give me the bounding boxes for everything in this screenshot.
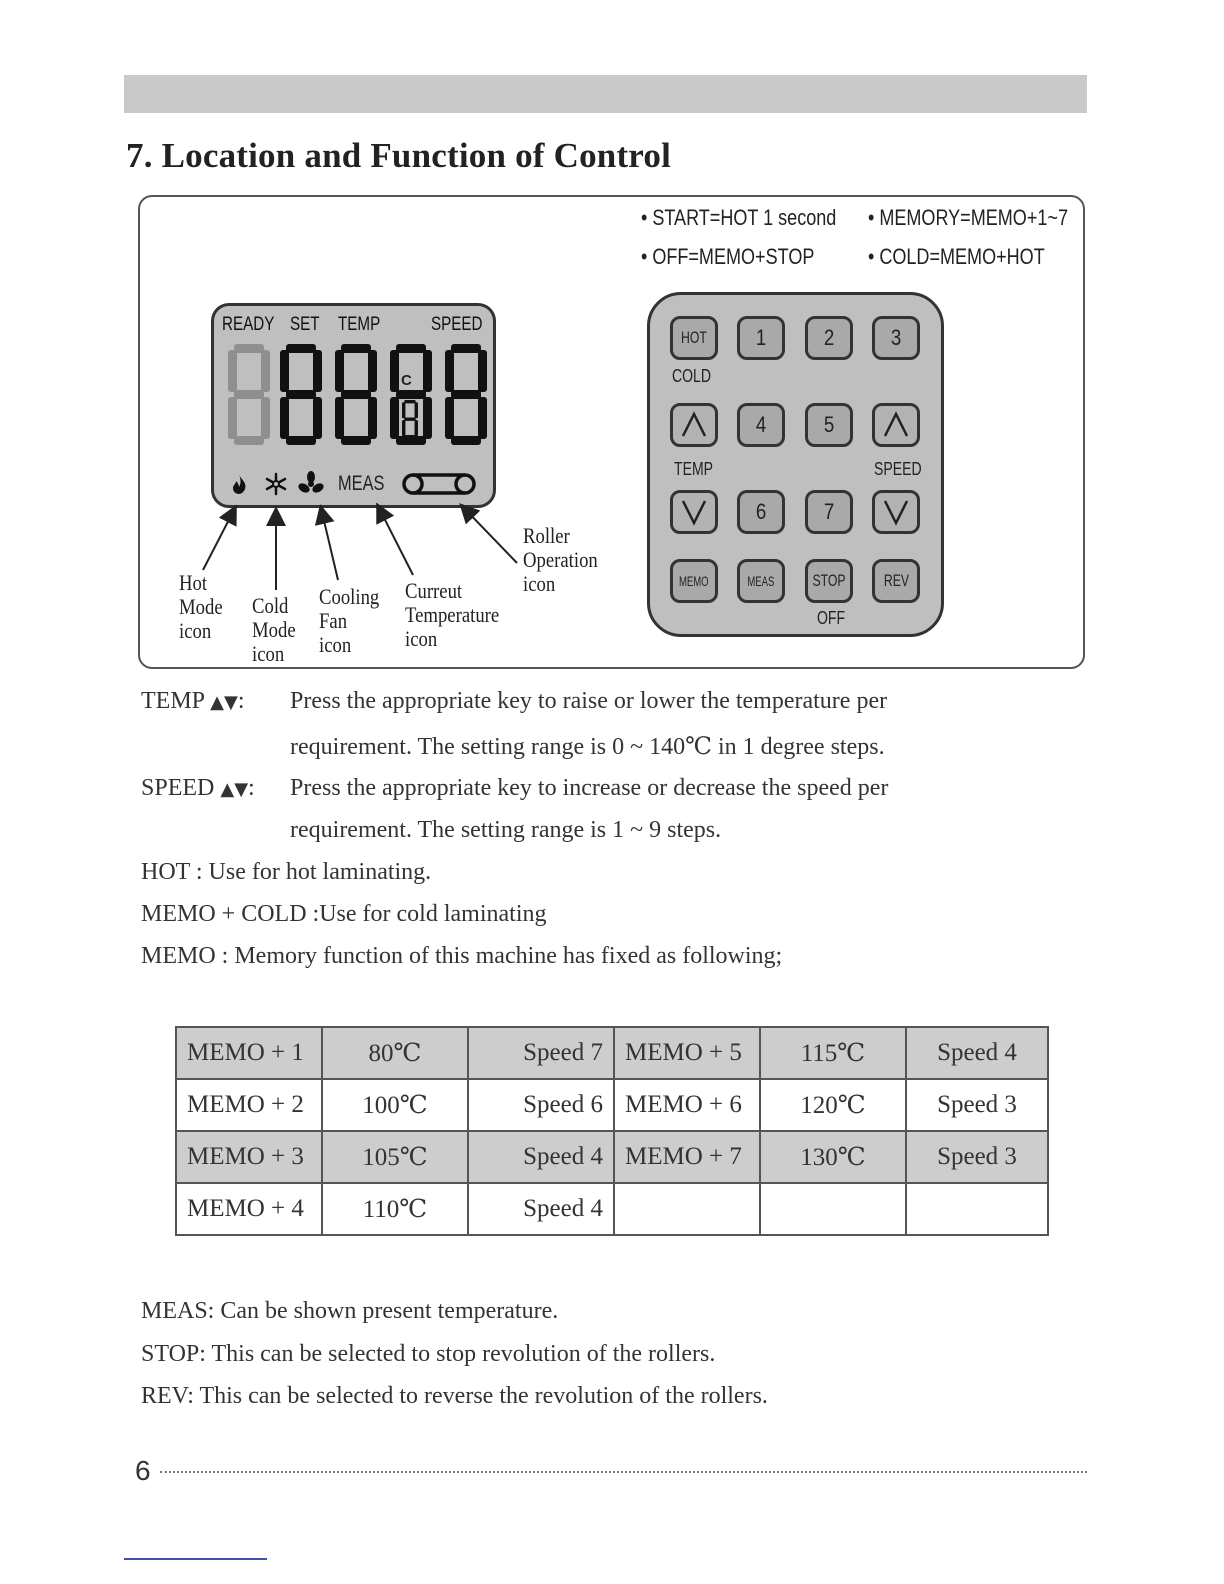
lcd-unit-c: C: [401, 372, 412, 389]
speed-up-button[interactable]: [872, 403, 920, 447]
table-row: MEMO + 2 100℃ Speed 6 MEMO + 6 120℃ Speed 3: [176, 1079, 1048, 1131]
footer-dotted-rule: [160, 1471, 1087, 1473]
lcd-label-set: SET: [290, 314, 320, 335]
note-start: • START=HOT 1 second: [641, 205, 837, 230]
up-down-triangles-icon: ▲▼: [210, 692, 238, 713]
key-6-button[interactable]: 6: [737, 490, 785, 534]
section-title: 7. Location and Function of Control: [126, 136, 672, 175]
roller-operation-icon: [399, 471, 481, 497]
cold-mode-icon: [264, 472, 288, 496]
hot-button[interactable]: HOT: [670, 316, 718, 360]
lcd-label-ready: READY: [222, 314, 275, 335]
table-row: MEMO + 4 110℃ Speed 4: [176, 1183, 1048, 1235]
temp-down-button[interactable]: [670, 490, 718, 534]
lcd-meas-label: MEAS: [338, 472, 385, 495]
callout-cooling-fan: Cooling Fan icon: [319, 584, 380, 657]
desc-temp-text2: requirement. The setting range is 0 ~ 140℃ in 1 degree steps.: [290, 734, 885, 760]
up-down-triangles-icon: ▲▼: [220, 779, 249, 800]
speed-label: SPEED: [874, 459, 922, 479]
chevron-down-icon: [881, 497, 911, 527]
lcd-label-temp: TEMP: [338, 314, 381, 335]
note-cold: • COLD=MEMO+HOT: [868, 244, 1045, 269]
desc-temp-text: Press the appropriate key to raise or lower the temperature per: [290, 688, 888, 714]
header-bar: [124, 75, 1087, 113]
desc-speed-text: Press the appropriate key to increase or decrease the speed per: [290, 775, 889, 801]
callout-current-temperature: Curreut Temperature icon: [405, 578, 500, 651]
temp-label: TEMP: [674, 459, 714, 479]
chevron-down-icon: [679, 497, 709, 527]
lcd-decimal-dot: [390, 360, 398, 368]
key-2-button[interactable]: 2: [805, 316, 853, 360]
keypad: [647, 292, 944, 637]
memo-button[interactable]: MEMO: [670, 559, 718, 603]
desc-memo-cold: MEMO + COLD :Use for cold laminating: [141, 901, 547, 927]
note-stop: STOP: This can be selected to stop revolution of the rollers.: [141, 1341, 716, 1367]
chevron-up-icon: [881, 410, 911, 440]
note-rev: REV: This can be selected to reverse the revolution of the rollers.: [141, 1383, 768, 1409]
lcd-digit-dim: [228, 344, 270, 445]
cold-label: COLD: [672, 366, 712, 386]
cooling-fan-icon: [298, 471, 324, 497]
lcd-label-speed: SPEED: [431, 314, 483, 335]
lcd-digit-2: [335, 344, 377, 445]
key-7-button[interactable]: 7: [805, 490, 853, 534]
desc-temp: TEMP ▲▼:: [141, 688, 245, 714]
table-row: MEMO + 3 105℃ Speed 4 MEMO + 7 130℃ Speed 3: [176, 1131, 1048, 1183]
desc-hot: HOT : Use for hot laminating.: [141, 859, 432, 885]
memory-table: [175, 1026, 1049, 1236]
rev-button[interactable]: REV: [872, 559, 920, 603]
desc-memo: MEMO : Memory function of this machine has fixed as following;: [141, 943, 783, 969]
key-5-button[interactable]: 5: [805, 403, 853, 447]
lcd-small-digit: [402, 400, 418, 438]
page-number: 6: [135, 1455, 151, 1486]
speed-down-button[interactable]: [872, 490, 920, 534]
lcd-display: [211, 303, 496, 508]
note-memory: • MEMORY=MEMO+1~7: [868, 205, 1068, 230]
off-label: OFF: [817, 608, 846, 628]
note-off: • OFF=MEMO+STOP: [641, 244, 815, 269]
note-meas: MEAS: Can be shown present temperature.: [141, 1298, 559, 1324]
chevron-up-icon: [679, 410, 709, 440]
callout-hot-mode: Hot Mode icon: [179, 570, 223, 643]
lcd-digit-1: [280, 344, 322, 445]
table-row: MEMO + 1 80℃ Speed 7 MEMO + 5 115℃ Speed 4: [176, 1027, 1048, 1079]
callout-cold-mode: Cold Mode icon: [252, 593, 296, 666]
lcd-digit-speed: [445, 344, 487, 445]
key-4-button[interactable]: 4: [737, 403, 785, 447]
desc-speed-text2: requirement. The setting range is 1 ~ 9 steps.: [290, 817, 722, 843]
callout-roller-operation: Roller Operation icon: [523, 523, 598, 596]
footer-blue-rule: [124, 1558, 267, 1560]
temp-up-button[interactable]: [670, 403, 718, 447]
meas-button[interactable]: MEAS: [737, 559, 785, 603]
desc-speed: SPEED ▲▼:: [141, 775, 255, 801]
key-1-button[interactable]: 1: [737, 316, 785, 360]
key-3-button[interactable]: 3: [872, 316, 920, 360]
stop-button[interactable]: STOP: [805, 559, 853, 603]
hot-mode-icon: [228, 473, 250, 495]
lcd-digit-3: [390, 344, 432, 445]
